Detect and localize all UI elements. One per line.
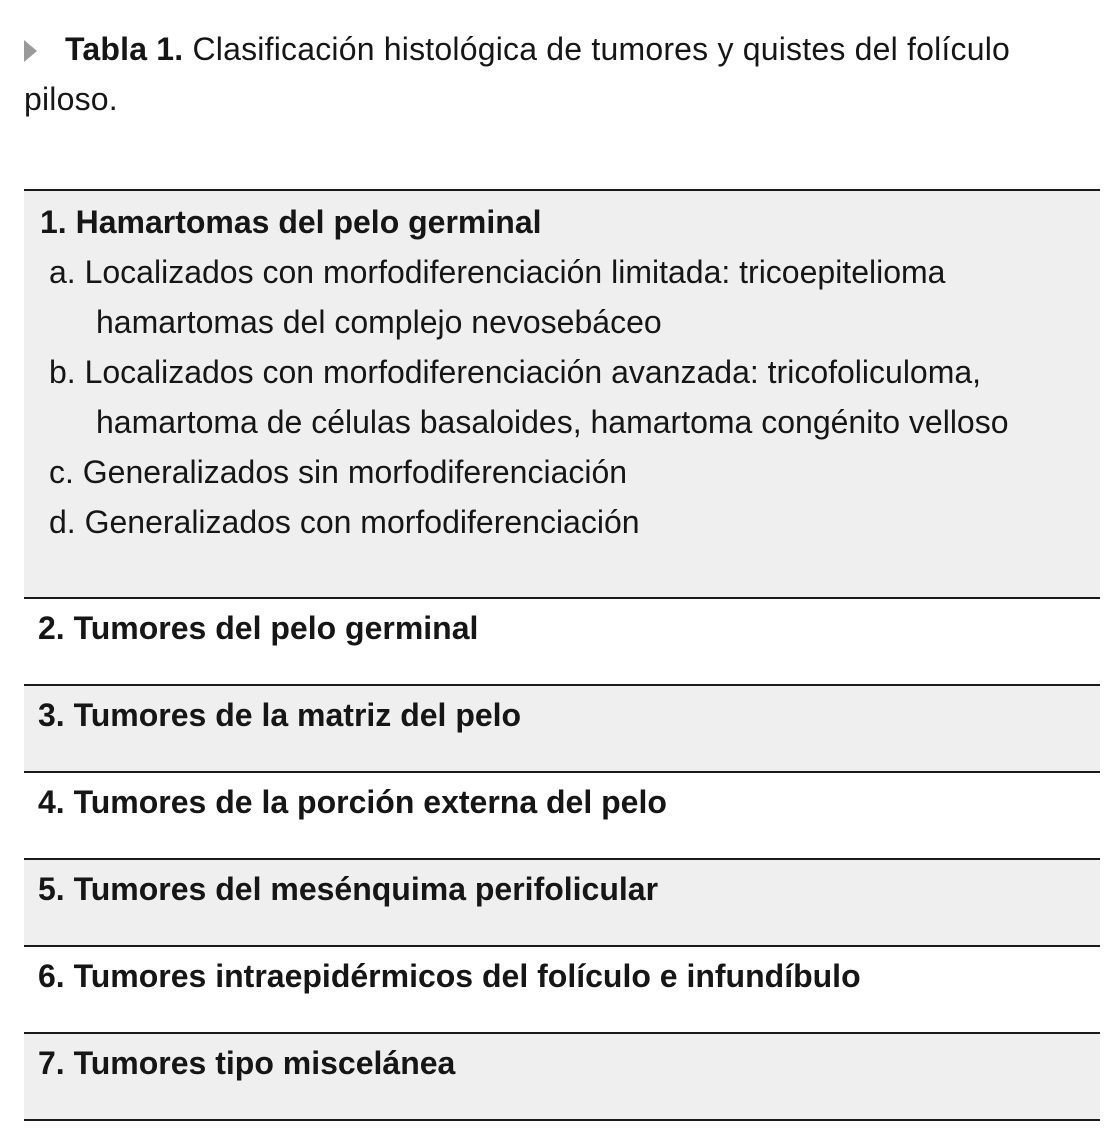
row-heading: 2. Tumores del pelo germinal — [38, 610, 479, 646]
table-row — [24, 1033, 1100, 1120]
table-row — [24, 859, 1100, 946]
list-item: d. Generalizados con morfodiferenciación — [49, 504, 640, 540]
row-heading: 3. Tumores de la matriz del pelo — [38, 697, 522, 733]
table-row — [24, 772, 1100, 859]
classification-table — [24, 189, 1100, 1121]
row-heading: 7. Tumores tipo miscelánea — [38, 1045, 456, 1081]
subitem-list — [24, 247, 1100, 547]
table-cell — [24, 685, 1100, 772]
table-cell — [24, 772, 1100, 859]
table-cell — [24, 946, 1100, 1033]
caption-label: Tabla 1. — [65, 31, 184, 67]
caption-text: Clasificación histológica de tumores y quistes del folículo piloso. — [24, 31, 1011, 117]
table-cell — [24, 598, 1100, 685]
table-cell — [24, 859, 1100, 946]
bullet-icon — [24, 40, 37, 62]
row-heading: 1. Hamartomas del pelo germinal — [40, 204, 542, 240]
row-heading: 6. Tumores intraepidérmicos del folículo e infundíbulo — [38, 958, 861, 994]
table-caption — [24, 24, 1104, 124]
row-heading: 5. Tumores del mesénquima perifolicular — [38, 871, 659, 907]
list-item: c. Generalizados sin morfodiferenciación — [49, 454, 628, 490]
table-row — [24, 685, 1100, 772]
table-cell — [24, 1033, 1100, 1120]
table-row — [24, 190, 1100, 598]
table-cell — [24, 190, 1100, 598]
row-heading: 4. Tumores de la porción externa del pelo — [38, 784, 667, 820]
list-item: b. Localizados con morfodiferenciación avanzada: tricofoliculoma, hamartoma de células basaloides, hamartoma congénito velloso — [49, 354, 1009, 440]
list-item: a. Localizados con morfodiferenciación limitada: tricoepitelioma hamartomas del complejo nevosebáceo — [49, 254, 946, 340]
table-row — [24, 946, 1100, 1033]
table-row — [24, 598, 1100, 685]
